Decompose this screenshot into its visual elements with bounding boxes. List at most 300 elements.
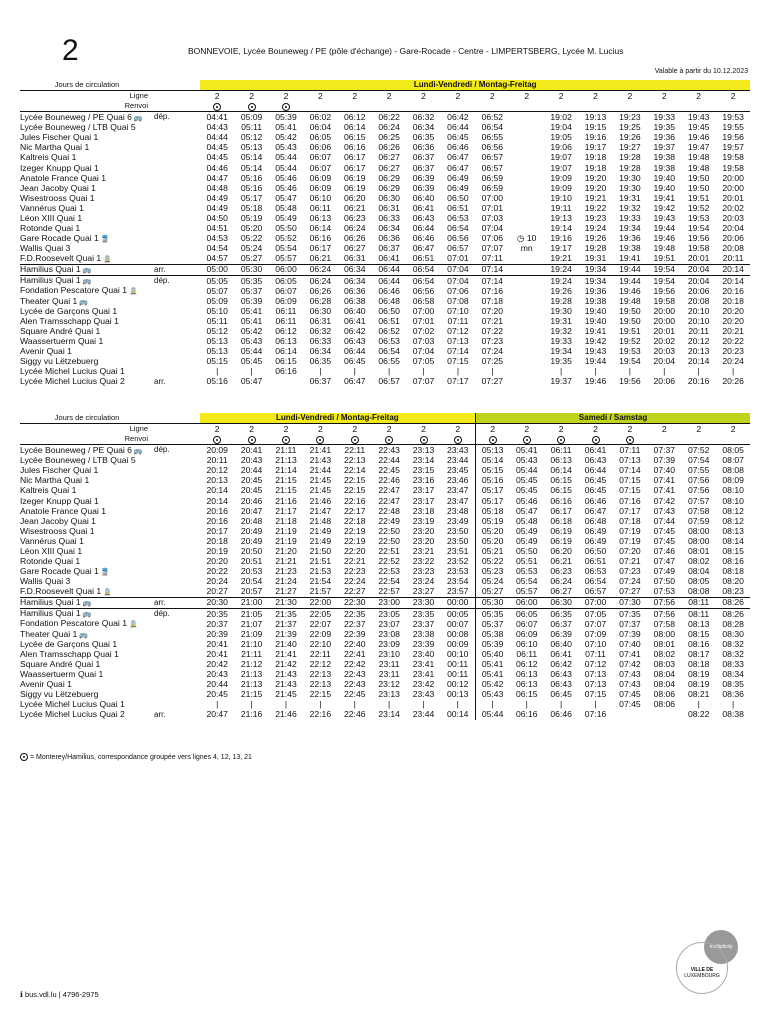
table-row xyxy=(20,336,750,346)
time-cell: 07:15 xyxy=(619,485,641,496)
time-cell: 22:11 xyxy=(344,445,366,456)
renvoi-label: Renvoi xyxy=(20,101,154,112)
time-cell: 19:31 xyxy=(578,254,612,265)
time-cell: 08:19 xyxy=(687,669,710,680)
time-cell: 20:09 xyxy=(206,445,228,456)
time-cell: 21:23 xyxy=(275,566,297,577)
line-cell: 2 xyxy=(234,424,268,435)
time-cell: 19:17 xyxy=(550,243,572,254)
line-cell: 2 xyxy=(647,424,681,435)
table-row xyxy=(20,445,750,456)
time-cell: 07:02 xyxy=(412,326,435,336)
time-cell: 20:17 xyxy=(206,526,228,536)
time-cell: 19:53 xyxy=(619,346,641,357)
time-cell: 04:46 xyxy=(206,162,228,173)
dep-arr-mark xyxy=(154,619,200,629)
stop-name xyxy=(20,710,154,720)
time-cell: 06:55 xyxy=(481,132,504,143)
time-cell: 20:02 xyxy=(722,203,744,213)
time-cell: 21:15 xyxy=(240,689,263,700)
jours-label: Jours de circulation xyxy=(54,413,120,423)
time-cell: 22:42 xyxy=(344,659,366,669)
time-cell: 07:16 xyxy=(481,285,504,296)
time-cell: 06:49 xyxy=(584,526,607,536)
table-row xyxy=(20,516,750,526)
time-cell: 06:41 xyxy=(550,649,572,659)
stop-name xyxy=(20,213,154,223)
time-cell: 00:05 xyxy=(446,608,469,619)
time-cell: 19:30 xyxy=(619,182,641,193)
time-cell: 21:37 xyxy=(275,618,297,629)
time-cell: 06:49 xyxy=(584,536,607,546)
time-cell xyxy=(647,710,681,720)
time-cell: 07:00 xyxy=(412,306,435,316)
time-cell: 06:19 xyxy=(344,182,366,193)
time-cell: 20:14 xyxy=(722,275,744,286)
time-cell: 08:17 xyxy=(687,649,710,659)
time-cell: 07:00 xyxy=(578,597,612,608)
time-cell: 07:30 xyxy=(613,597,647,608)
time-cell: 06:11 xyxy=(275,306,297,316)
time-cell: 23:48 xyxy=(446,505,469,516)
time-cell: 08:00 xyxy=(653,628,676,639)
dep-arr-mark xyxy=(154,153,200,163)
time-cell: 04:57 xyxy=(200,254,234,265)
time-cell: 06:13 xyxy=(516,679,538,690)
renvoi-cell xyxy=(269,434,303,445)
stop-label: Gare Rocade Quai 1 xyxy=(20,566,99,576)
time-cell: 20:01 xyxy=(681,254,715,265)
time-cell: 19:06 xyxy=(550,142,572,153)
stop-label: Lycée de Garçons Quai 1 xyxy=(20,306,118,316)
time-cell: 06:46 xyxy=(447,142,469,153)
time-cell: 06:16 xyxy=(344,142,366,153)
time-cell: | xyxy=(319,699,322,710)
time-cell: 07:16 xyxy=(619,495,641,506)
time-cell: 07:45 xyxy=(653,526,676,536)
time-cell: 07:49 xyxy=(653,566,676,577)
table-row xyxy=(20,213,750,223)
time-cell: 05:50 xyxy=(516,546,538,556)
stop-label: Lycée Michel Lucius Quai 2 xyxy=(20,376,125,387)
time-cell: 22:10 xyxy=(309,639,332,649)
time-cell: 07:22 xyxy=(481,326,504,336)
time-cell: 04:48 xyxy=(206,182,228,193)
time-cell: 08:13 xyxy=(687,618,710,629)
table-row xyxy=(20,264,750,275)
renvoi-cell xyxy=(372,101,406,112)
stop-name xyxy=(20,223,154,233)
time-cell: 06:45 xyxy=(344,356,366,367)
time-cell: 05:14 xyxy=(240,162,263,173)
time-cell: 20:04 xyxy=(722,223,744,234)
stop-label: Lycée Bouneweg / PE Quai 6 xyxy=(20,444,132,455)
time-cell: 21:00 xyxy=(234,597,268,608)
time-cell: 22:52 xyxy=(378,556,400,567)
time-cell: 23:15 xyxy=(412,465,435,476)
dep-arr-mark xyxy=(154,306,200,316)
time-cell: 06:48 xyxy=(378,295,400,306)
time-cell: 07:42 xyxy=(619,659,641,669)
time-cell: 07:43 xyxy=(619,679,641,690)
time-cell: 19:30 xyxy=(550,306,572,316)
time-cell: 06:45 xyxy=(447,132,469,143)
table-row xyxy=(20,496,750,506)
renvoi-circle-icon xyxy=(523,436,531,444)
time-cell: 08:34 xyxy=(722,669,744,680)
time-cell: 22:46 xyxy=(378,475,400,486)
time-cell: | xyxy=(594,699,597,710)
time-cell: 05:45 xyxy=(240,356,263,367)
table-row xyxy=(20,710,750,720)
time-cell: 23:14 xyxy=(412,455,435,466)
dep-arr-mark: dép. xyxy=(154,112,170,122)
time-cell: 06:16 xyxy=(550,495,572,506)
interval-cell xyxy=(510,193,544,203)
time-cell: 05:54 xyxy=(516,576,538,587)
time-cell: 20:23 xyxy=(722,346,744,357)
time-cell: 05:43 xyxy=(240,336,263,347)
time-cell: 06:20 xyxy=(550,546,572,556)
time-cell: 20:54 xyxy=(240,576,263,587)
time-cell: 21:11 xyxy=(241,649,263,659)
time-cell: 06:05 xyxy=(309,132,332,143)
time-cell: 20:00 xyxy=(653,316,676,326)
time-cell: 20:35 xyxy=(206,608,228,619)
time-cell: 06:07 xyxy=(309,162,332,173)
time-cell: 19:34 xyxy=(619,223,641,234)
time-cell: 21:10 xyxy=(240,639,263,649)
time-cell: 07:19 xyxy=(619,536,641,546)
time-cell: 05:09 xyxy=(206,295,228,306)
dep-arr-mark: arr. xyxy=(154,264,200,275)
renvoi-cell xyxy=(682,434,716,445)
stop-label: Alen Tramsschapp Quai 1 xyxy=(20,316,119,326)
renvoi-cell xyxy=(716,101,751,112)
time-cell: 19:58 xyxy=(653,295,676,306)
stop-name xyxy=(20,700,154,710)
stop-name xyxy=(20,357,154,367)
time-cell: 22:00 xyxy=(303,597,337,608)
dep-arr-mark xyxy=(154,132,200,142)
time-cell: 05:17 xyxy=(475,486,509,496)
time-cell: 07:35 xyxy=(619,608,641,619)
time-cell: 06:56 xyxy=(447,233,469,244)
time-cell: 19:50 xyxy=(687,172,710,183)
table-row xyxy=(20,112,750,123)
time-cell: 06:52 xyxy=(378,326,400,336)
time-cell: 06:11 xyxy=(516,649,538,659)
time-cell: 05:07 xyxy=(206,285,228,296)
time-cell: 20:14 xyxy=(687,356,710,367)
time-cell: 05:15 xyxy=(475,465,509,475)
time-cell: 06:10 xyxy=(516,639,538,649)
table-row xyxy=(20,690,750,700)
time-cell: 07:13 xyxy=(584,669,607,680)
stop-label: Wallis Quai 3 xyxy=(20,576,71,587)
time-cell: 21:42 xyxy=(275,659,297,669)
time-cell: 05:13 xyxy=(206,346,228,357)
time-cell: 06:41 xyxy=(372,254,406,265)
time-cell: 23:14 xyxy=(378,709,400,720)
interval-cell xyxy=(510,143,544,153)
time-cell: 07:11 xyxy=(585,649,606,659)
time-cell: 20:13 xyxy=(206,475,228,486)
train-icon: 🚆 xyxy=(98,235,110,243)
time-cell: 06:57 xyxy=(481,162,504,173)
stop-name xyxy=(20,597,154,608)
time-cell: 21:16 xyxy=(240,709,263,720)
time-cell: 06:27 xyxy=(378,162,400,173)
time-cell: 06:35 xyxy=(309,356,332,367)
time-cell: 21:07 xyxy=(240,618,263,629)
blank xyxy=(154,91,200,102)
time-cell: | xyxy=(697,699,700,710)
table-row xyxy=(20,163,750,173)
time-cell: 23:07 xyxy=(378,618,400,629)
multiplicity-badge: multiplicity xyxy=(704,930,738,964)
time-cell: 05:16 xyxy=(240,172,263,183)
time-cell: 21:27 xyxy=(269,587,303,598)
time-cell: 22:13 xyxy=(344,455,366,466)
stop-label: Hamilius Quai 1 xyxy=(20,264,81,275)
time-cell: 20:26 xyxy=(722,376,744,387)
time-cell: 20:16 xyxy=(687,376,710,387)
time-cell: 07:07 xyxy=(481,243,504,254)
stop-label: Lycée Michel Lucius Quai 1 xyxy=(20,366,125,377)
time-cell: 19:33 xyxy=(550,336,572,347)
contact-info[interactable]: ℹ bus.vdl.lu | 4796-2975 xyxy=(20,990,99,999)
table-row xyxy=(20,173,750,183)
time-cell: 07:39 xyxy=(653,455,676,466)
time-cell: 05:11 xyxy=(206,316,228,326)
time-cell: 06:13 xyxy=(309,213,332,223)
time-cell: 07:46 xyxy=(653,546,676,556)
time-cell: 20:00 xyxy=(722,172,744,183)
time-cell: 19:35 xyxy=(550,356,572,367)
time-cell: 05:16 xyxy=(206,376,228,387)
renvoi-circle-icon xyxy=(316,436,324,444)
ligne-label: Ligne xyxy=(20,91,154,102)
stop-name xyxy=(20,639,154,649)
time-cell: 07:27 xyxy=(481,376,504,387)
time-cell: 06:40 xyxy=(550,639,572,649)
renvoi-cell xyxy=(613,434,647,445)
dep-arr-mark xyxy=(154,183,200,193)
time-cell: 06:14 xyxy=(275,346,297,357)
stop-name xyxy=(20,455,154,465)
time-cell: 19:54 xyxy=(619,356,641,367)
time-cell: 20:00 xyxy=(653,306,676,316)
weekday-band: Lundi-Vendredi / Montag-Freitag xyxy=(200,413,475,424)
time-cell: 07:56 xyxy=(687,485,710,496)
stop-label: Lycée Bouneweg / LTB Quai 5 xyxy=(20,455,136,466)
time-cell: 08:16 xyxy=(722,556,744,567)
time-cell: 21:49 xyxy=(309,526,332,536)
line-cell: 2 xyxy=(200,91,234,102)
time-cell: 05:42 xyxy=(240,326,263,336)
time-cell: 06:30 xyxy=(309,306,332,316)
time-cell: 19:53 xyxy=(722,112,744,123)
time-cell: 20:00 xyxy=(722,182,744,193)
time-cell: 05:14 xyxy=(475,455,509,465)
time-cell: 07:55 xyxy=(687,465,710,476)
renvoi-circle-icon xyxy=(351,436,359,444)
time-cell: 19:56 xyxy=(687,233,710,244)
table-row xyxy=(20,639,750,649)
time-cell: 22:45 xyxy=(344,689,366,700)
time-cell: 06:24 xyxy=(303,264,337,275)
time-cell: 06:38 xyxy=(344,295,366,306)
time-cell: 07:04 xyxy=(481,223,504,234)
renvoi-cell xyxy=(200,101,234,112)
time-cell: 20:44 xyxy=(206,679,228,690)
time-cell: 19:07 xyxy=(550,152,572,163)
dep-arr-mark xyxy=(154,629,200,639)
dep-arr-mark xyxy=(154,506,200,516)
time-cell: 20:08 xyxy=(687,295,710,306)
time-cell: 04:49 xyxy=(206,193,228,203)
stop-name xyxy=(20,203,154,213)
time-cell: 19:48 xyxy=(653,243,676,254)
time-cell: 06:56 xyxy=(412,285,435,296)
renvoi-circle-icon xyxy=(282,436,290,444)
time-cell: 22:46 xyxy=(344,709,366,720)
stop-name xyxy=(20,608,154,619)
time-cell: 07:06 xyxy=(481,233,504,244)
renvoi-cell xyxy=(303,434,337,445)
time-cell: 05:37 xyxy=(475,619,509,629)
time-cell: 19:22 xyxy=(584,203,607,213)
time-cell: | xyxy=(559,366,563,377)
bus-icon: 🚌 xyxy=(80,611,92,619)
time-cell: 06:24 xyxy=(309,275,332,286)
time-cell: 06:23 xyxy=(550,566,572,577)
time-cell: 19:46 xyxy=(653,233,676,244)
stop-name xyxy=(20,536,154,546)
renvoi-cell xyxy=(544,434,578,445)
renvoi-circle-icon xyxy=(282,103,290,111)
time-cell: 19:09 xyxy=(550,172,572,183)
line-cell: 2 xyxy=(510,91,544,102)
stop-label: Waassertuerm Quai 1 xyxy=(20,669,104,680)
dep-arr-mark xyxy=(154,649,200,659)
time-cell: 06:26 xyxy=(378,142,400,153)
tram-icon: 🚊 xyxy=(127,621,138,629)
time-cell: 20:49 xyxy=(240,536,263,546)
line-number: 2 xyxy=(62,34,79,67)
stop-name xyxy=(20,296,154,306)
time-cell: 20:18 xyxy=(206,536,228,546)
time-cell: 05:13 xyxy=(206,336,228,347)
timetable-evening-saturday xyxy=(20,413,750,720)
stop-name xyxy=(20,649,154,659)
time-cell: 06:07 xyxy=(275,285,297,296)
time-cell: 06:09 xyxy=(516,628,538,639)
time-cell: 07:14 xyxy=(447,346,469,357)
time-cell: 06:57 xyxy=(447,243,469,254)
time-cell: 00:00 xyxy=(441,597,475,608)
time-cell: 19:18 xyxy=(584,162,607,173)
time-cell: 07:54 xyxy=(687,455,710,466)
time-cell: 22:20 xyxy=(344,546,366,556)
time-cell: 19:27 xyxy=(619,142,641,153)
time-cell: 20:47 xyxy=(206,709,228,720)
time-cell: 07:42 xyxy=(653,495,676,506)
time-cell: 00:13 xyxy=(446,689,469,700)
time-cell: 05:43 xyxy=(475,690,509,700)
time-cell: 20:20 xyxy=(206,556,228,567)
time-cell: 21:46 xyxy=(309,495,332,506)
time-cell: 22:13 xyxy=(309,669,332,680)
time-cell: 06:04 xyxy=(309,122,332,133)
time-cell: 06:50 xyxy=(378,306,400,316)
renvoi-cell xyxy=(647,101,681,112)
time-cell: 05:41 xyxy=(275,122,297,133)
time-cell: 19:48 xyxy=(687,162,710,173)
time-cell: 06:59 xyxy=(481,182,504,193)
time-cell: 19:32 xyxy=(550,326,572,336)
time-cell: 04:45 xyxy=(206,142,228,153)
time-cell: 05:41 xyxy=(516,445,538,456)
time-cell: 06:47 xyxy=(584,505,607,516)
time-cell: 21:24 xyxy=(275,576,297,587)
time-cell: | xyxy=(319,366,322,377)
time-cell: 06:45 xyxy=(584,485,607,496)
time-cell: 07:00 xyxy=(481,193,504,203)
renvoi-cell xyxy=(234,434,268,445)
dep-arr-mark xyxy=(154,346,200,356)
time-cell: 19:23 xyxy=(584,213,607,223)
time-cell: 05:12 xyxy=(206,326,228,336)
time-cell: 08:19 xyxy=(687,679,710,690)
time-cell: 04:47 xyxy=(206,172,228,183)
stop-label: Izeger Knupp Quai 1 xyxy=(20,495,99,506)
time-cell: 06:16 xyxy=(309,233,332,244)
interval-cell xyxy=(510,254,544,265)
time-cell: 06:15 xyxy=(550,475,572,486)
renvoi-cell xyxy=(338,434,372,445)
renvoi-cell xyxy=(406,434,440,445)
time-cell: 05:37 xyxy=(240,285,263,296)
stop-name xyxy=(20,546,154,556)
time-cell: 06:54 xyxy=(481,122,504,133)
time-cell: 08:13 xyxy=(722,526,744,536)
time-cell: 19:40 xyxy=(653,172,676,183)
dep-arr-mark xyxy=(154,163,200,173)
dep-arr-mark xyxy=(154,286,200,296)
time-cell: 21:15 xyxy=(275,485,297,496)
time-cell: 19:16 xyxy=(584,132,607,143)
time-cell: 06:17 xyxy=(309,243,332,254)
table-row xyxy=(20,367,750,377)
time-cell: 22:23 xyxy=(344,566,366,577)
time-cell: 21:09 xyxy=(240,628,263,639)
time-cell: 19:33 xyxy=(653,112,676,123)
table-row xyxy=(20,275,750,286)
renvoi-cell xyxy=(578,101,612,112)
time-cell: 19:42 xyxy=(653,203,676,213)
time-cell: 05:39 xyxy=(475,639,509,649)
time-cell: 23:09 xyxy=(378,639,400,649)
stop-label: Hamilius Quai 1 xyxy=(20,275,81,286)
time-cell: 05:46 xyxy=(275,172,297,183)
time-cell: 22:27 xyxy=(338,587,372,598)
time-cell: 07:56 xyxy=(653,608,676,619)
time-cell: 07:24 xyxy=(619,576,641,587)
time-cell: 07:21 xyxy=(619,556,641,567)
interval-cell xyxy=(510,286,544,296)
